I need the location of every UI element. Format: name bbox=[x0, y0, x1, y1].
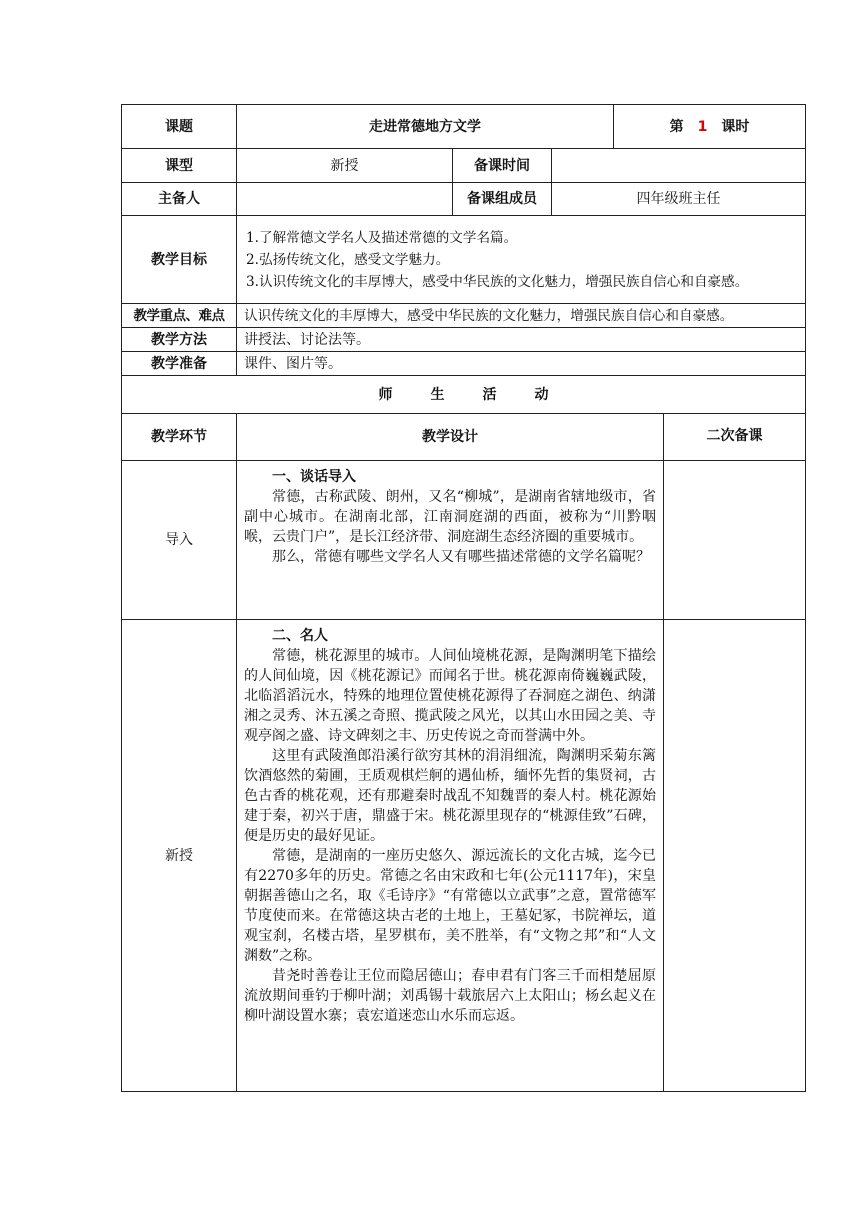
stage-paragraph: 常德，是湖南的一座历史悠久、源远流长的文化古城，迄今已有2270多年的历史。常德之名由宋政和七年(公元1117年)，宋皇朝据善德山之名，取《毛诗序》“有常德以立武事”之意，置常德军节度使而来。在常德这块古老的土地上，王墓妃冢，书院禅坛，道观宝刹，名楼古塔，星罗棋布，美不胜举，有“文物之邦”和“人文渊数”之称。 bbox=[244, 848, 656, 964]
methods-value: 讲授法、讨论法等。 bbox=[237, 328, 806, 352]
stage-second-notes bbox=[664, 461, 806, 620]
methods-label: 教学方法 bbox=[122, 328, 237, 352]
preparation-value: 课件、图片等。 bbox=[237, 352, 806, 376]
lesson-count bbox=[614, 105, 806, 149]
stage-heading: 一、谈话导入 bbox=[272, 469, 356, 485]
column-stage: 教学环节 bbox=[122, 414, 237, 461]
lesson-plan-table bbox=[121, 104, 806, 1092]
methods-row bbox=[122, 328, 806, 352]
topic-label: 课题 bbox=[122, 105, 237, 149]
objectives-list bbox=[237, 216, 806, 304]
preparation-label: 教学准备 bbox=[122, 352, 237, 376]
stage-name: 新授 bbox=[122, 620, 237, 1092]
stage-design bbox=[237, 461, 664, 620]
stage-row bbox=[122, 461, 806, 620]
activity-title-row bbox=[122, 376, 806, 414]
lesson-suffix: 课时 bbox=[721, 118, 750, 135]
objectives-label: 教学目标 bbox=[122, 216, 237, 304]
lesson-number: 1 bbox=[697, 118, 708, 135]
stage-design bbox=[237, 620, 664, 1092]
type-value: 新授 bbox=[237, 149, 453, 183]
objective-item: 2.弘扬传统文化，感受文学魅力。 bbox=[246, 251, 450, 268]
key-points-label: 教学重点、难点 bbox=[122, 304, 237, 328]
objective-item: 3.认识传统文化的丰厚博大，感受中华民族的文化魅力，增强民族自信心和自豪感。 bbox=[246, 273, 749, 290]
prep-time-value bbox=[552, 149, 806, 183]
activity-title-text: 师生活动 bbox=[378, 386, 587, 403]
stage-name: 导入 bbox=[122, 461, 237, 620]
lead-row bbox=[122, 183, 806, 216]
activity-title bbox=[122, 376, 806, 414]
lesson-plan-page bbox=[121, 104, 805, 1092]
lesson-prefix: 第 bbox=[669, 118, 684, 135]
preparation-row bbox=[122, 352, 806, 376]
column-second: 二次备课 bbox=[664, 414, 806, 461]
key-points-value: 认识传统文化的丰厚博大，感受中华民族的文化魅力，增强民族自信心和自豪感。 bbox=[237, 304, 806, 328]
group-label: 备课组成员 bbox=[453, 183, 552, 216]
type-label: 课型 bbox=[122, 149, 237, 183]
stage-heading: 二、名人 bbox=[272, 628, 328, 644]
objective-item: 1.了解常德文学名人及描述常德的文学名篇。 bbox=[246, 229, 518, 246]
topic-row bbox=[122, 105, 806, 149]
stage-paragraph: 昔尧时善卷让王位而隐居德山；春申君有门客三千而相楚屈原流放期间垂钓于柳叶湖；刘禹锡十载旅居六上太阳山；杨幺起义在柳叶湖设置水寨；袁宏道迷恋山水乐而忘返。 bbox=[244, 968, 656, 1024]
lead-value bbox=[237, 183, 453, 216]
stage-row bbox=[122, 620, 806, 1092]
stage-paragraph: 这里有武陵渔郎沿溪行欲穷其林的涓涓细流，陶渊明采菊东篱饮酒悠然的菊圃，王质观棋烂舸的遇仙桥，缅怀先哲的集贤祠，古色古香的桃花观，还有那避秦时战乱不知魏晋的秦人村。桃花源始建于秦，初兴于唐，鼎盛于宋。桃花源里现存的“桃源佳致”石碑，便是历史的最好见证。 bbox=[244, 748, 656, 844]
group-value: 四年级班主任 bbox=[552, 183, 806, 216]
lead-label: 主备人 bbox=[122, 183, 237, 216]
stage-paragraph: 常德，古称武陵、朗州，又名“柳城”，是湖南省辖地级市，省副中心城市。在湖南北部，江南洞庭湖的西面，被称为“川黔咽喉，云贵门户”，是长江经济带、洞庭湖生态经济圈的重要城市。 bbox=[244, 489, 656, 545]
objectives-row bbox=[122, 216, 806, 304]
stage-paragraph: 那么，常德有哪些文学名人又有哪些描述常德的文学名篇呢？ bbox=[272, 549, 650, 565]
topic-value: 走进常德地方文学 bbox=[237, 105, 614, 149]
stage-second-notes bbox=[664, 620, 806, 1092]
stage-paragraph: 常德，桃花源里的城市。人间仙境桃花源，是陶渊明笔下描绘的人间仙境，因《桃花源记》而闻名于世。桃花源南倚巍巍武陵，北临滔滔沅水，特殊的地理位置使桃花源得了吞洞庭之湖色、纳潇湘之灵秀、沐五溪之奇照、揽武陵之风光，以其山水田园之美、寺观亭阁之盛、诗文碑刻之丰、历史传说之奇而誉满中外。 bbox=[244, 648, 656, 744]
column-design: 教学设计 bbox=[237, 414, 664, 461]
type-row bbox=[122, 149, 806, 183]
prep-time-label: 备课时间 bbox=[453, 149, 552, 183]
column-header-row bbox=[122, 414, 806, 461]
key-points-row bbox=[122, 304, 806, 328]
